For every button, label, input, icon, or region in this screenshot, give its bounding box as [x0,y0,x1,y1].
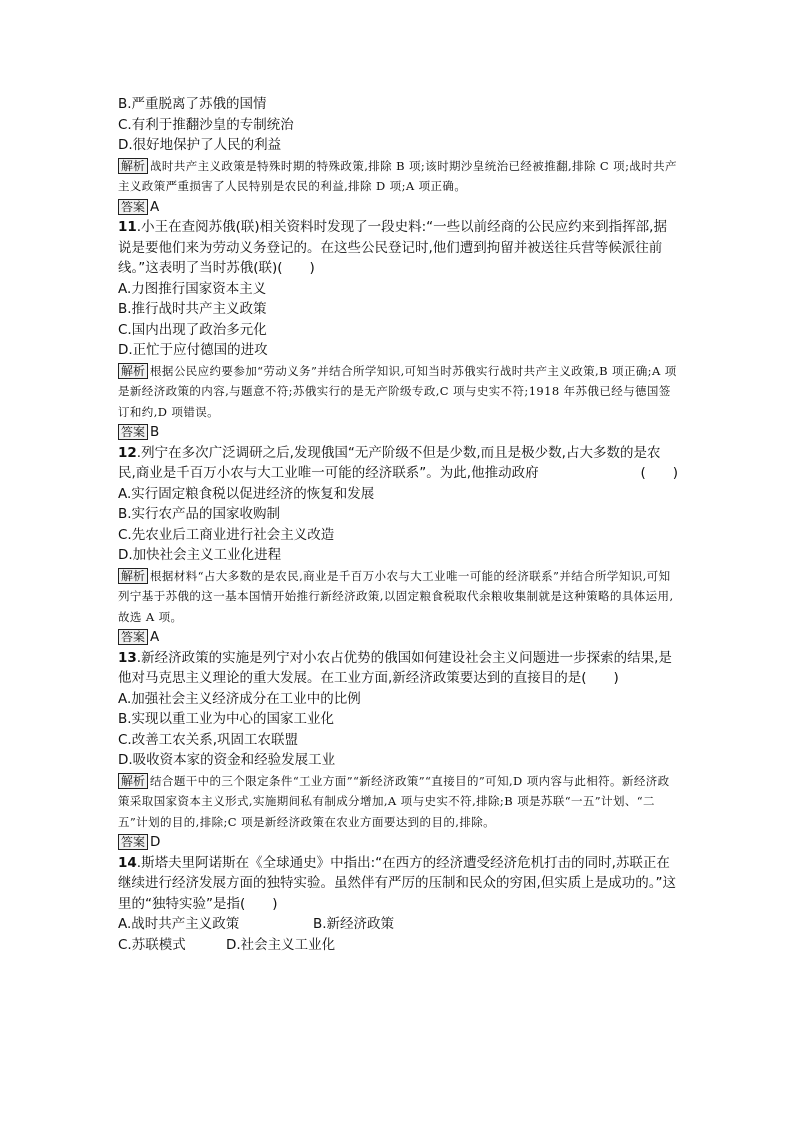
q12-option-c: C.先农业后工商业进行社会主义改造 [118,526,335,543]
q10-answer [118,197,678,218]
q12-analysis [118,566,678,628]
q14-stem [118,853,678,915]
q13-option-a: A.加强社会主义经济成分在工业中的比例 [118,690,361,707]
q11-option-d: D.正忙于应付德国的进攻 [118,342,268,358]
q13-number: 13 [118,649,137,666]
q13-analysis [118,771,678,833]
q13-option-c: C.改善工农关系,巩固工农联盟 [118,731,299,748]
q14-number: 14 [118,854,137,871]
q11-option-b: B.推行战时共产主义政策 [118,301,267,317]
q14-options-row-1 [118,914,678,935]
q11-text: .小王在查阅苏俄(联)相关资料时发现了一段史料:“一些以前经商的公民应约来到指挥部,据说是要他们来为劳动义务登记的。在这些公民登记时,他们遭到拘留并被送往兵营等候派往前线。”这表明了当时苏俄(联)( ) [118,219,667,276]
q14-option-c: C.苏联模式 [118,936,186,953]
analysis-tag: 解析 [118,568,148,584]
q13-analysis-text: 结合题干中的三个限定条件“工业方面”“新经济政策”“直接目的”可知,D 项内容与此相符。新经济政策采取国家资本主义形式,实施期间私有制成分增加,A 项与史实不符,排除;B 项是苏联“一五”计划、“二五”计划的目的,排除;C 项是新经济政策在农业方面要达到的目的,排除。 [118,773,670,829]
q14-text: .斯塔夫里阿诺斯在《全球通史》中指出:“在西方的经济遭受经济危机打击的同时,苏联正在继续进行经济发展方面的独特实验。虽然伴有严厉的压制和民众的穷困,但实质上是成功的。”这里的“独特实验”是指( ) [118,854,677,912]
q11-option-a: A.力图推行国家资本主义 [118,280,267,297]
q12-stem [118,443,678,484]
q10-option-b: B.严重脱离了苏俄的国情 [118,96,267,112]
q11-answer [118,422,678,443]
q14-option-d: D.社会主义工业化 [226,936,336,953]
answer-tag: 答案 [118,424,148,440]
q12-answer-value: A [150,629,160,645]
answer-tag: 答案 [118,834,148,850]
q13-option-b: B.实现以重工业为中心的国家工业化 [118,711,335,727]
analysis-tag: 解析 [118,363,148,379]
q12-analysis-text: 根据材料“占大多数的是农民,商业是千百万小农与大工业唯一可能的经济联系”并结合所学知识,可知列宁基于苏俄的这一基本国情开始推行新经济政策,以固定粮食税取代余粮收集制就是这种策略的具体运用,故选 A 项。 [118,568,674,624]
q13-option-d: D.吸收资本家的资金和经验发展工业 [118,752,336,768]
q11-option-c: C.国内出现了政治多元化 [118,321,267,338]
answer-tag: 答案 [118,629,148,645]
q14-option-a: A.战时共产主义政策 [118,916,240,932]
q11-number: 11 [118,219,137,235]
q13-answer [118,832,678,853]
q10-analysis-text: 战时共产主义政策是特殊时期的特殊政策,排除 B 项;该时期沙皇统治已经被推翻,排除 C 项;战时共产主义政策严重损害了人民特别是农民的利益,排除 D 项;A 项正确。 [118,158,677,193]
q14-option-b: B.新经济政策 [313,916,395,932]
q12-option-b: B.实行农产品的国家收购制 [118,506,281,522]
q12-answer-paren: ( ) [640,465,678,481]
q12-answer [118,627,678,648]
q14-options-row-2 [118,935,678,956]
q13-answer-value: D [150,834,161,850]
q12-text: .列宁在多次广泛调研之后,发现俄国“无产阶级不但是少数,而且是极少数,占大多数的是农民,商业是千百万小农与大工业唯一可能的经济联系”。为此,他推动政府 [118,444,661,481]
document-page [118,94,678,955]
q10-answer-value: A [150,198,160,215]
q12-number: 12 [118,444,137,461]
q13-stem [118,648,678,689]
answer-tag: 答案 [118,199,148,215]
q12-option-a: A.实行固定粮食税以促进经济的恢复和发展 [118,485,375,502]
analysis-tag: 解析 [118,773,148,789]
q11-stem [118,217,678,279]
analysis-tag: 解析 [118,158,148,174]
q10-option-c: C.有利于推翻沙皇的专制统治 [118,116,294,133]
q10-analysis [118,156,678,197]
q11-analysis [118,361,678,423]
q11-analysis-text: 根据公民应约要参加“劳动义务”并结合所学知识,可知当时苏俄实行战时共产主义政策,B 项正确;A 项是新经济政策的内容,与题意不符;苏俄实行的是无产阶级专政,C 项与史实不符;1918 年苏俄已经与德国签订和约,D 项错误。 [118,363,677,419]
q11-answer-value: B [150,424,160,440]
q12-option-d: D.加快社会主义工业化进程 [118,547,282,563]
q13-text: .新经济政策的实施是列宁对小农占优势的俄国如何建设社会主义问题进一步探索的结果,是他对马克思主义理论的重大发展。在工业方面,新经济政策要达到的直接目的是( ) [118,649,672,686]
q10-option-d: D.很好地保护了人民的利益 [118,137,282,153]
